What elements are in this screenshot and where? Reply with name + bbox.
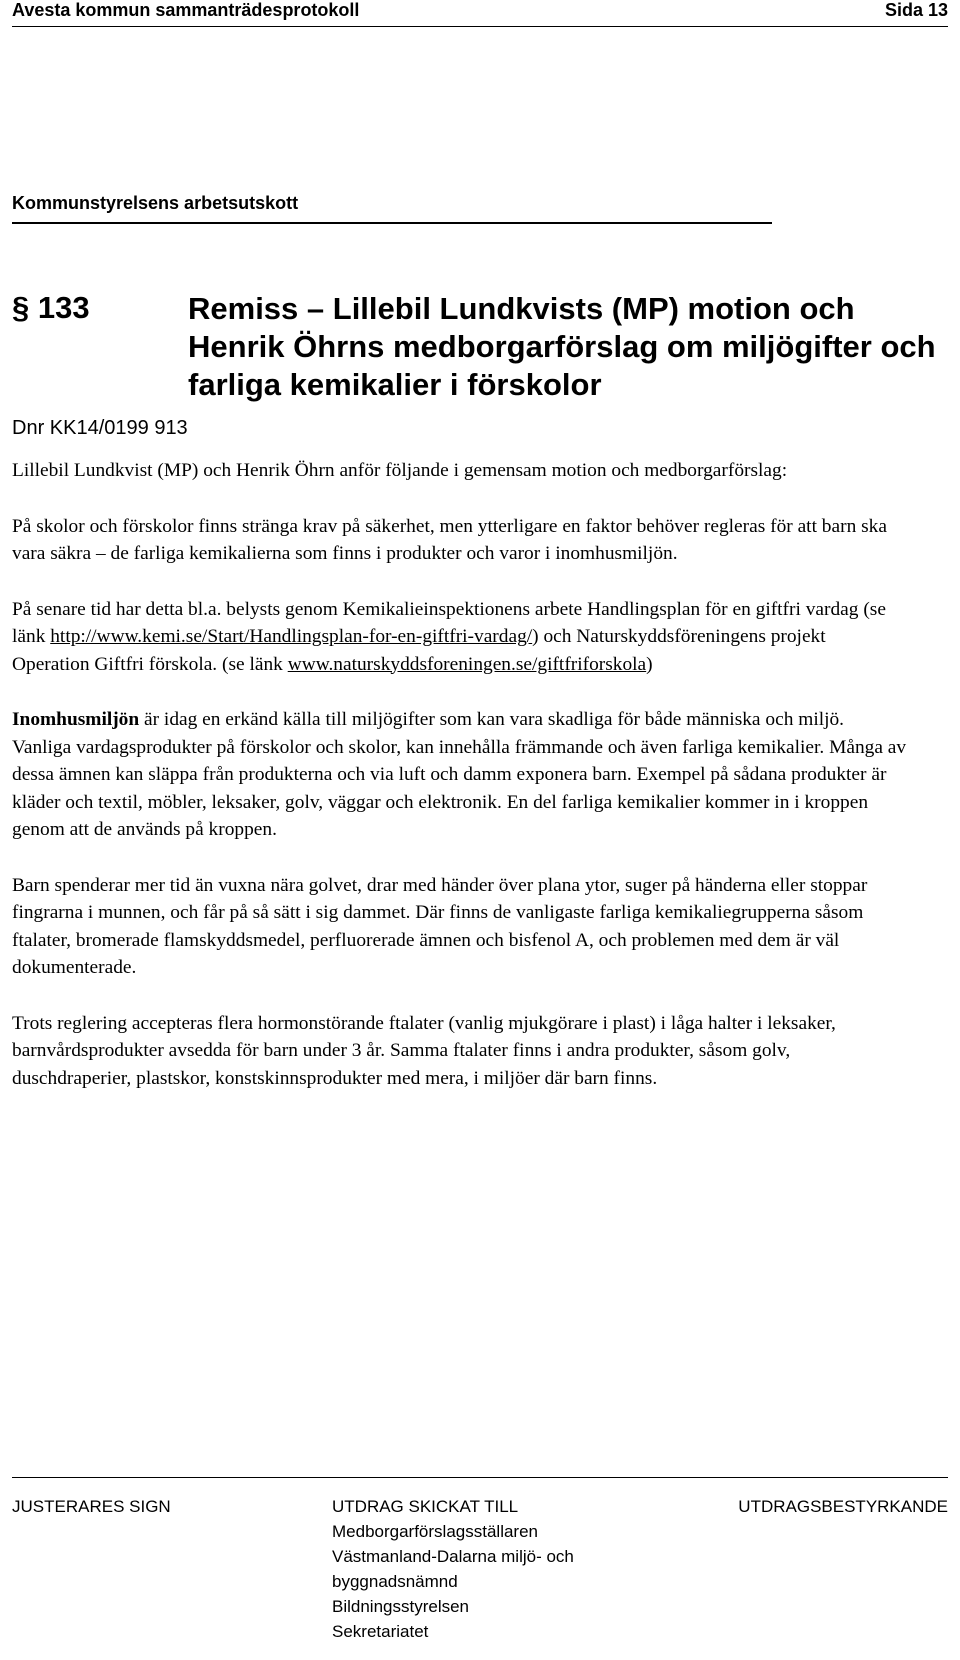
naturskydd-link[interactable]: www.naturskyddsforeningen.se/giftfriforskola xyxy=(287,653,647,675)
committee-name: Kommunstyrelsens arbetsutskott xyxy=(12,193,772,224)
sign-label: JUSTERARES SIGN xyxy=(12,1497,171,1516)
paragraph-phthalates: Trots reglering accepteras flera hormonstörande ftalater (vanlig mjukgörare i plast) i låga halter i leksaker, barnvårdsprodukter avsedda för barn under 3 år. Samma ftalater finns i andra produkter, såsom golv, duschdraperier, plastskor, konstskinnsprodukter med mera, i miljöer där barn finns. xyxy=(12,1012,836,1089)
paragraph-indoor: Inomhusmiljön är idag en erkänd källa till miljögifter som kan vara skadliga för både människa och miljö. Vanliga vardagsprodukter på förskolor och skolor, kan innehålla främmande och även farliga kemikalier. Många av dessa ämnen kan släppa från produkterna och via luft och damm exponera barn. Exempel på sådana produkter är kläder och textil, möbler, leksaker, golv, väggar och elektronik. En del farliga kemikalier kommer in i kroppen genom att de används på kroppen. xyxy=(12,709,907,840)
recipient: Västmanland-Dalarna miljö- och byggnadsnämnd xyxy=(332,1547,574,1591)
recipient: Medborgarförslagsställaren xyxy=(332,1522,538,1541)
indoor-term: Inomhusmiljön xyxy=(12,709,140,730)
certify-label: UTDRAGSBESTYRKANDE xyxy=(738,1497,948,1516)
page-number: Sida 13 xyxy=(884,0,948,20)
page-footer xyxy=(12,1477,948,1641)
sent-label: UTDRAG SKICKAT TILL xyxy=(332,1497,519,1516)
paragraph-safety: På skolor och förskolor finns stränga krav på säkerhet, men ytterligare en faktor behöver regleras för att barn ska vara säkra – de farliga kemikalierna som finns i produkter och varor i inomhusmiljön. xyxy=(12,515,887,564)
kemi-link[interactable]: http://www.kemi.se/Start/Handlingsplan-for-en-giftfri-vardag/ xyxy=(50,626,533,647)
paragraph-references: På senare tid har detta bl.a. belysts genom Kemikalieinspektionens arbete Handlingsplan för en giftfri vardag (se länk http://www.kemi.se/Start/Handlingsplan-for-en-giftfri-vardag/) och Naturskyddsföreningens projekt Operation Giftfri förskola. (se länk www.naturskyddsforeningen.se/giftfriforskola) xyxy=(12,598,886,675)
paragraph-intro: Lillebil Lundkvist (MP) och Henrik Öhrn anför följande i gemensam motion och medborgarförslag: xyxy=(12,460,788,481)
sent-to xyxy=(332,1494,612,1644)
document-title: Avesta kommun sammanträdesprotokoll xyxy=(12,0,360,20)
diary-number: Dnr KK14/0199 913 xyxy=(12,417,188,439)
paragraph-children: Barn spenderar mer tid än vuxna nära golvet, drar med händer över plana ytor, suger på händerna eller stoppar fingrarna i munnen, och får på så sätt i sig dammet. Där finns de vanligaste farliga kemikaliegrupperna såsom ftalater, bromerade flamskyddsmedel, perfluorerade ämnen och bisfenol A, och problemen med dem är väl dokumenterade. xyxy=(12,874,868,978)
recipient: Bildningsstyrelsen xyxy=(332,1597,470,1616)
section-title: Remiss – Lillebil Lundkvists (MP) motion och Henrik Öhrns medborgarförslag om miljögifter och farliga kemikalier i förskolor xyxy=(188,291,936,402)
section-number: § 133 xyxy=(12,290,90,325)
document-body xyxy=(12,457,907,1120)
page-header xyxy=(12,0,948,27)
recipient: Sekretariatet xyxy=(332,1622,429,1641)
